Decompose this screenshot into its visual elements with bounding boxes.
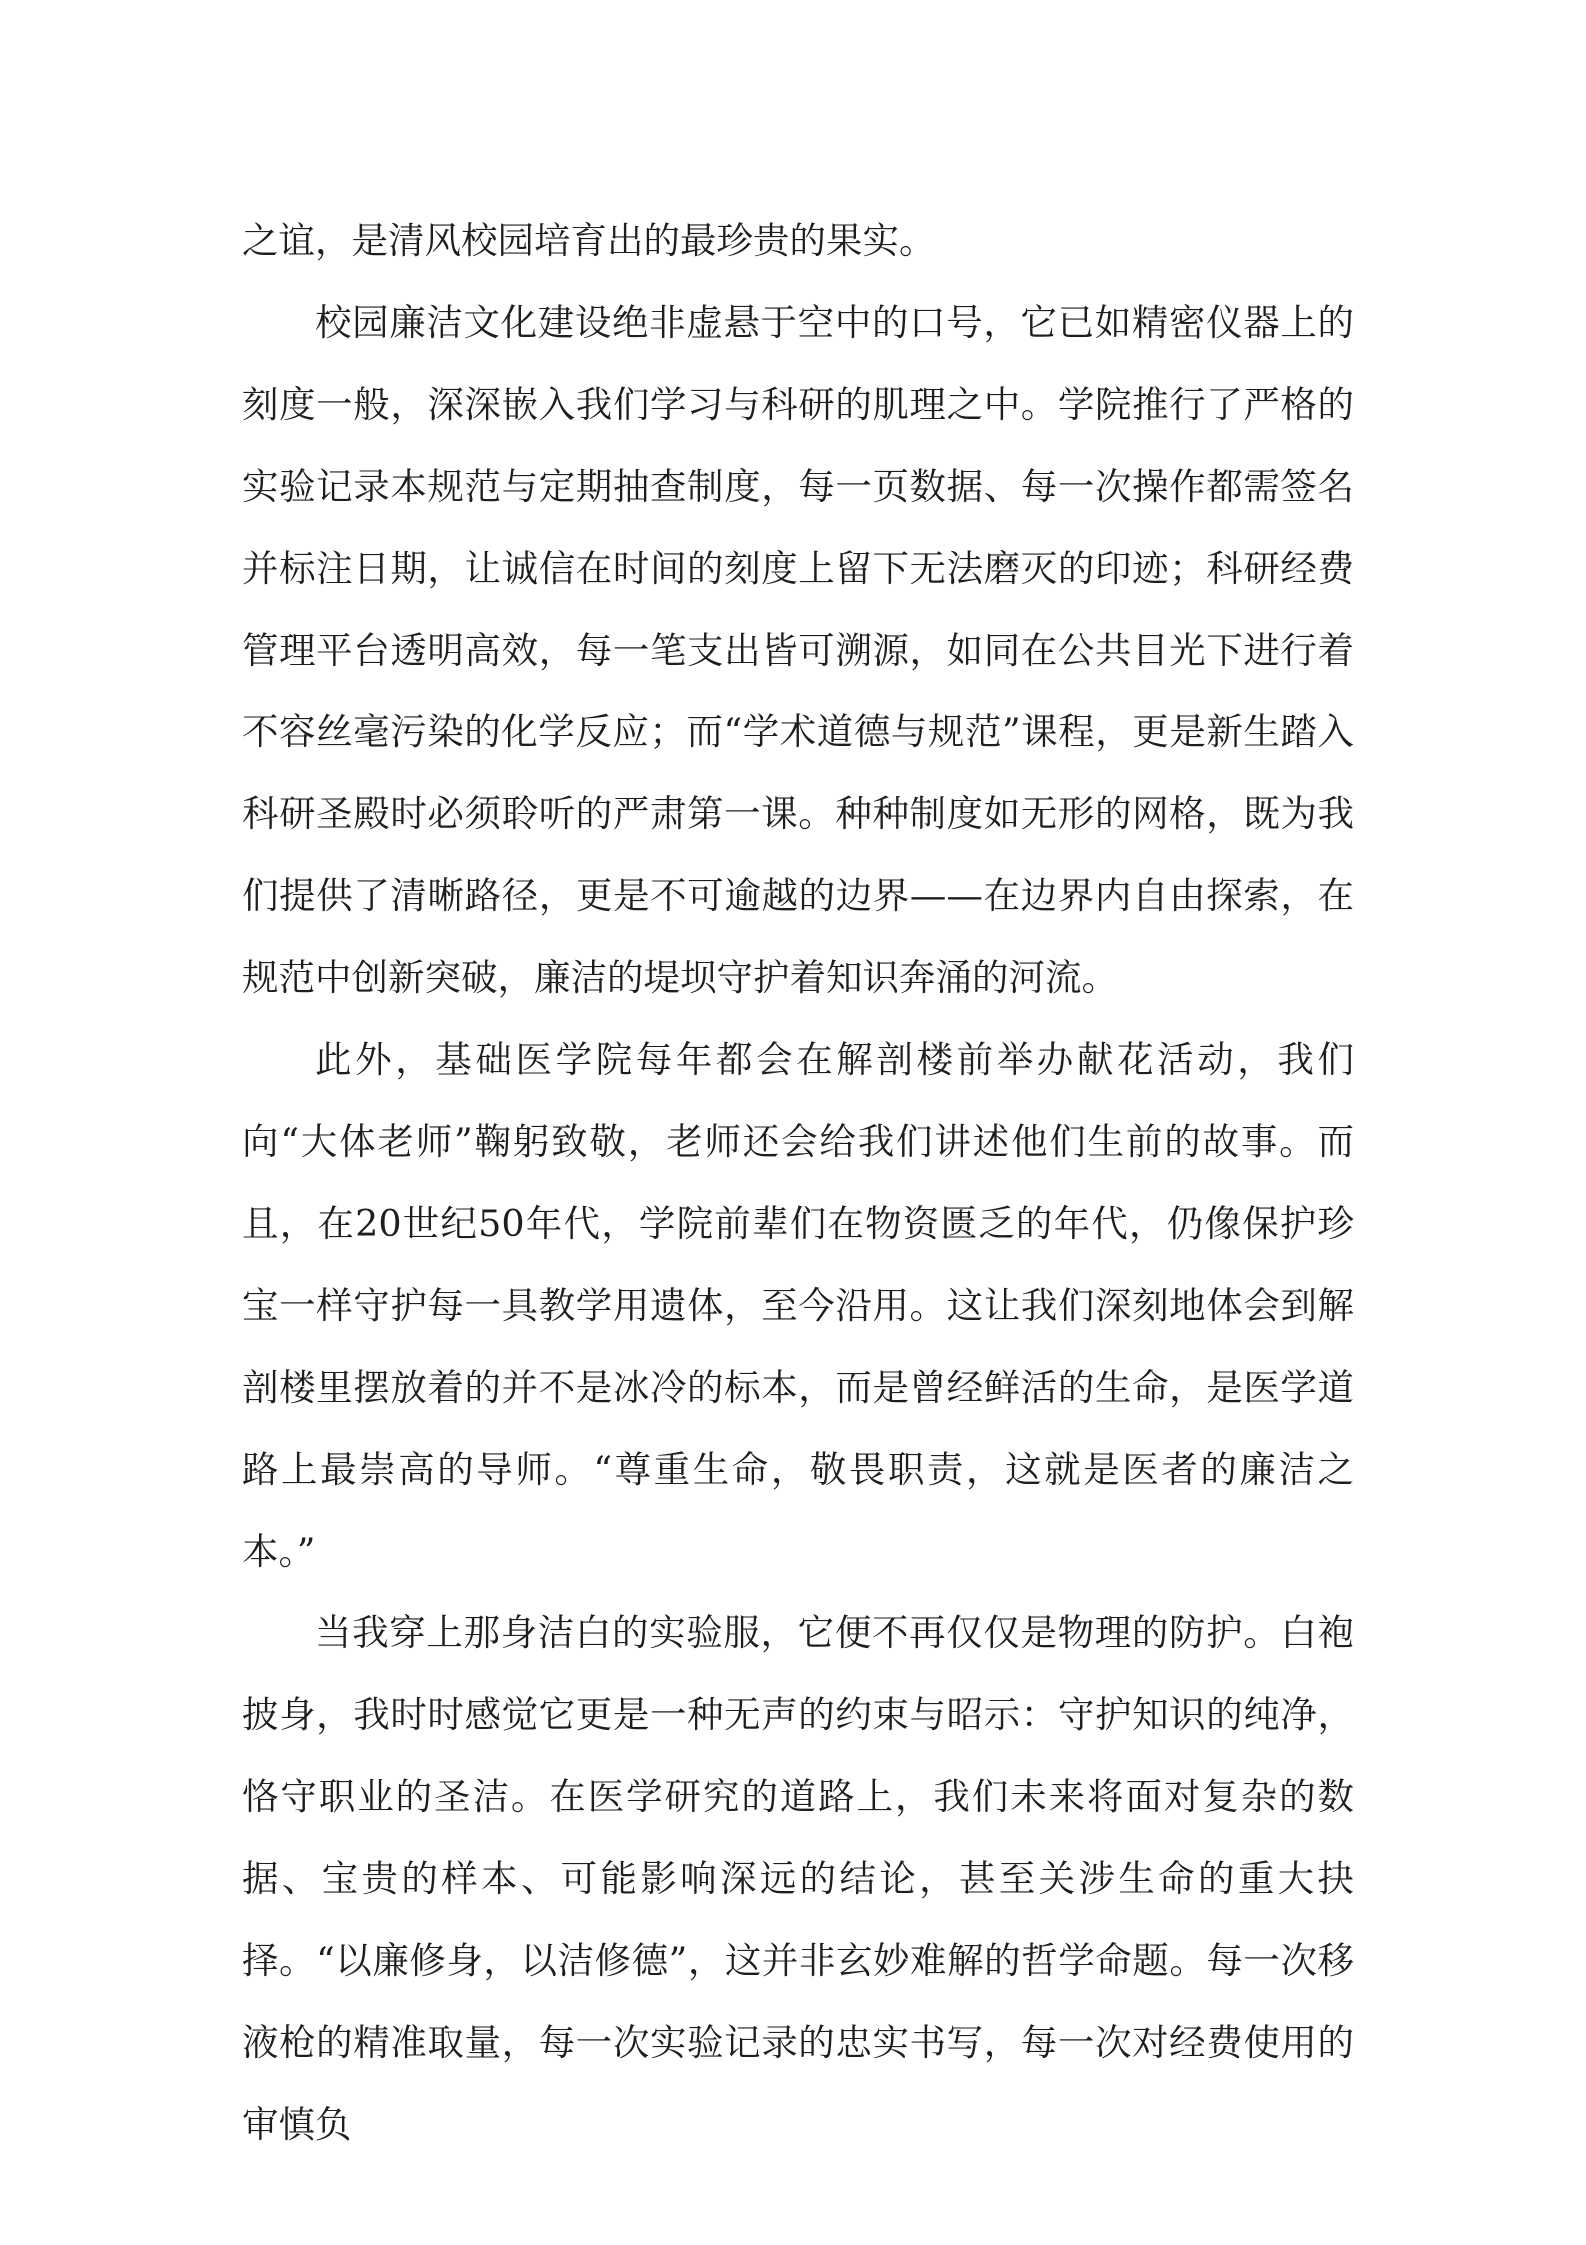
paragraph-continuation: 之谊，是清风校园培育出的最珍贵的果实。: [242, 219, 936, 262]
body-text: [242, 200, 1354, 2166]
paragraph-body-donors: 此外，基础医学院每年都会在解剖楼前举办献花活动，我们向“大体老师”鞠躬致敬，老师还会给我们讲述他们生前的故事。而且，在20世纪50年代，学院前辈们在物资匮乏的年代，仍像保护珍宝一样守护每一具教学用遗体，至今沿用。这让我们深刻地体会到解剖楼里摆放着的并不是冰冷的标本，而是曾经鲜活的生命，是医学道路上最崇高的导师。“尊重生命，敬畏职责，这就是医者的廉洁之本。”: [242, 1038, 1354, 1573]
paragraph-integrity-culture: 校园廉洁文化建设绝非虚悬于空中的口号，它已如精密仪器上的刻度一般，深深嵌入我们学习与科研的肌理之中。学院推行了严格的实验记录本规范与定期抽查制度，每一页数据、每一次操作都需签名并标注日期，让诚信在时间的刻度上留下无法磨灭的印迹；科研经费管理平台透明高效，每一笔支出皆可溯源，如同在公共目光下进行着不容丝毫污染的化学反应；而“学术道德与规范”课程，更是新生踏入科研圣殿时必须聆听的严肃第一课。种种制度如无形的网格，既为我们提供了清晰路径，更是不可逾越的边界——在边界内自由探索，在规范中创新突破，廉洁的堤坝守护着知识奔涌的河流。: [242, 300, 1354, 1000]
paragraph-white-coat: 当我穿上那身洁白的实验服，它便不再仅仅是物理的防护。白袍披身，我时时感觉它更是一种无声的约束与昭示：守护知识的纯净，恪守职业的圣洁。在医学研究的道路上，我们未来将面对复杂的数据、宝贵的样本、可能影响深远的结论，甚至关涉生命的重大抉择。“以廉修身，以洁修德”，这并非玄妙难解的哲学命题。每一次移液枪的精准取量，每一次实验记录的忠实书写，每一次对经费使用的审慎负: [242, 1611, 1354, 2146]
